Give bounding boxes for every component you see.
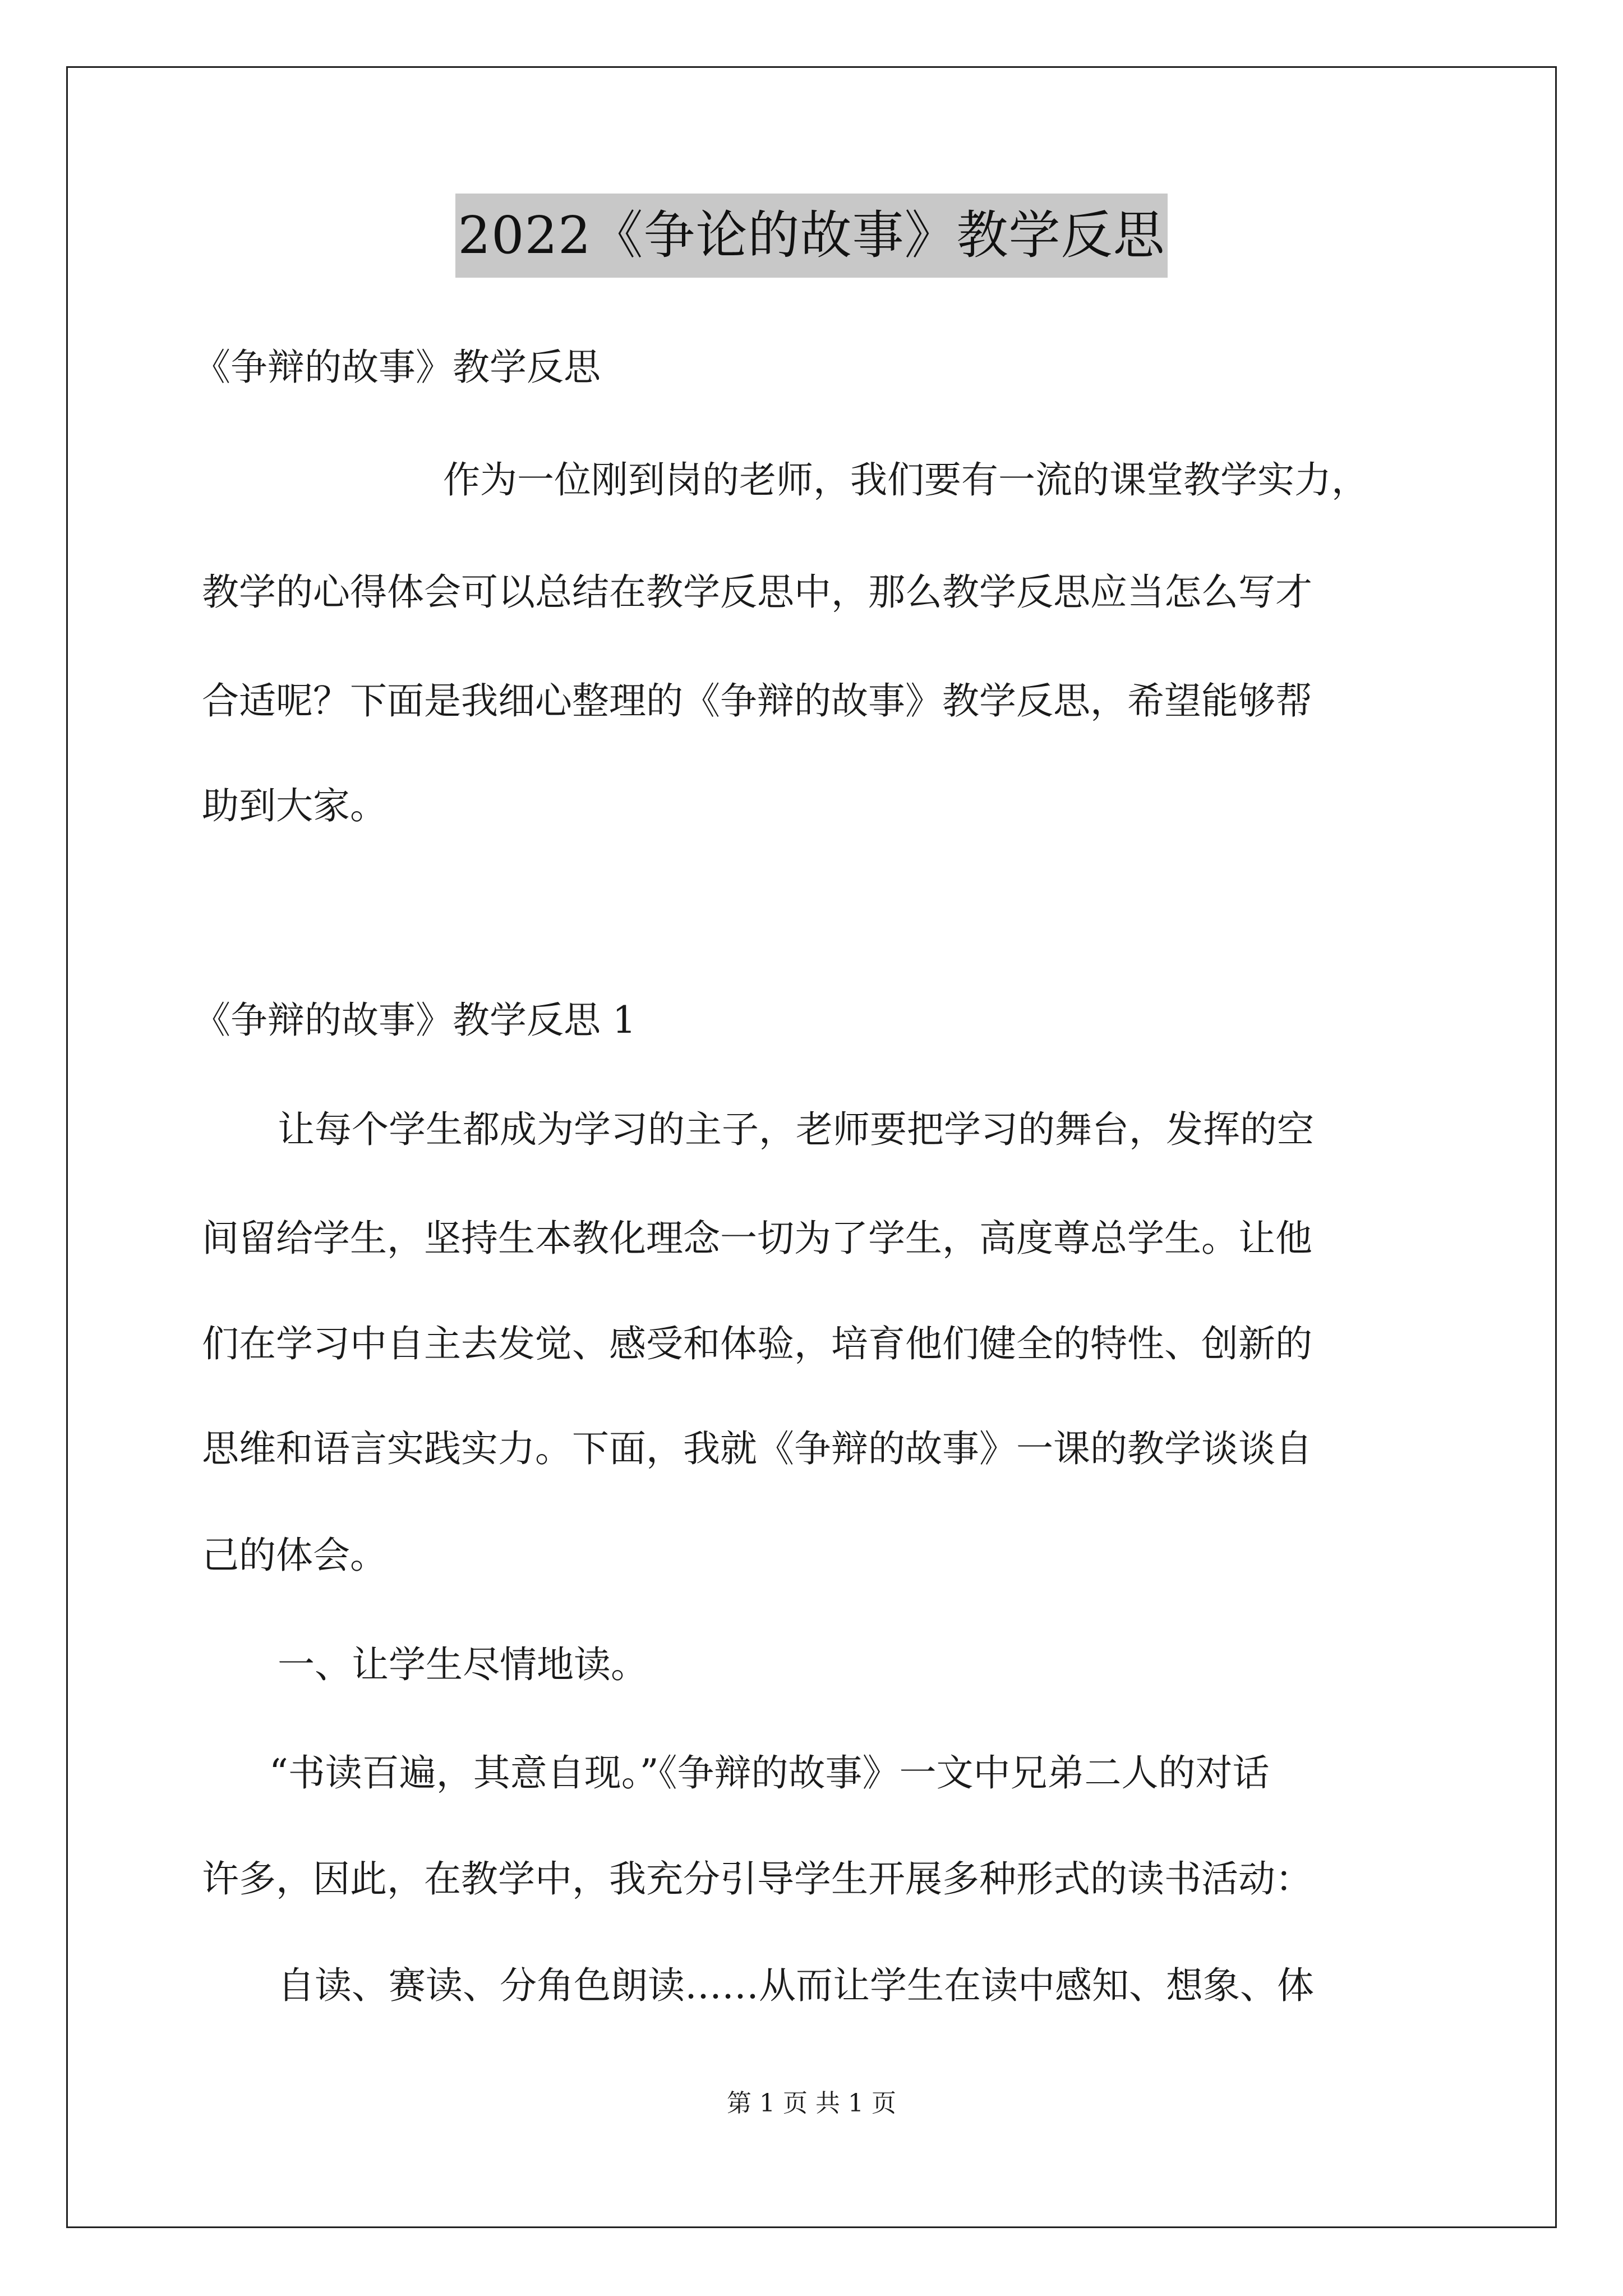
paragraph-line: 们在学习中自主去发觉、感受和体验，培育他们健全的特性、创新的: [202, 1322, 1312, 1365]
paragraph-line: 自读、赛读、分角色朗读……从而让学生在读中感知、想象、体: [278, 1964, 1314, 2007]
paragraph-line: 一、让学生尽情地读。: [278, 1643, 648, 1686]
title-wrap: [0, 194, 1623, 278]
paragraph-line: 许多，因此，在教学中，我充分引导学生开展多种形式的读书活动：: [202, 1857, 1312, 1901]
section-heading: 《争辩的故事》教学反思: [193, 346, 601, 389]
page-footer: 第 1 页 共 1 页: [727, 2089, 896, 2118]
paragraph-line: 让每个学生都成为学习的主子，老师要把学习的舞台，发挥的空: [278, 1108, 1314, 1151]
document-title: 2022《争论的故事》教学反思: [455, 194, 1167, 278]
paragraph-line: “书读百遍，其意自现。”《争辩的故事》一文中兄弟二人的对话: [269, 1751, 1270, 1795]
paragraph-line: 教学的心得体会可以总结在教学反思中，那么教学反思应当怎么写才: [202, 570, 1312, 614]
paragraph-line: 作为一位刚到岗的老师，我们要有一流的课堂教学实力，: [443, 458, 1368, 501]
paragraph-line: 合适呢？下面是我细心整理的《争辩的故事》教学反思，希望能够帮: [202, 679, 1312, 723]
paragraph-line: 助到大家。: [202, 784, 387, 827]
paragraph-line: 间留给学生，坚持生本教化理念一切为了学生，高度尊总学生。让他: [202, 1217, 1312, 1260]
paragraph-line: 思维和语言实践实力。下面，我就《争辩的故事》一课的教学谈谈自: [202, 1427, 1312, 1470]
section-heading: 《争辩的故事》教学反思 1: [193, 999, 636, 1042]
paragraph-line: 己的体会。: [202, 1534, 387, 1577]
